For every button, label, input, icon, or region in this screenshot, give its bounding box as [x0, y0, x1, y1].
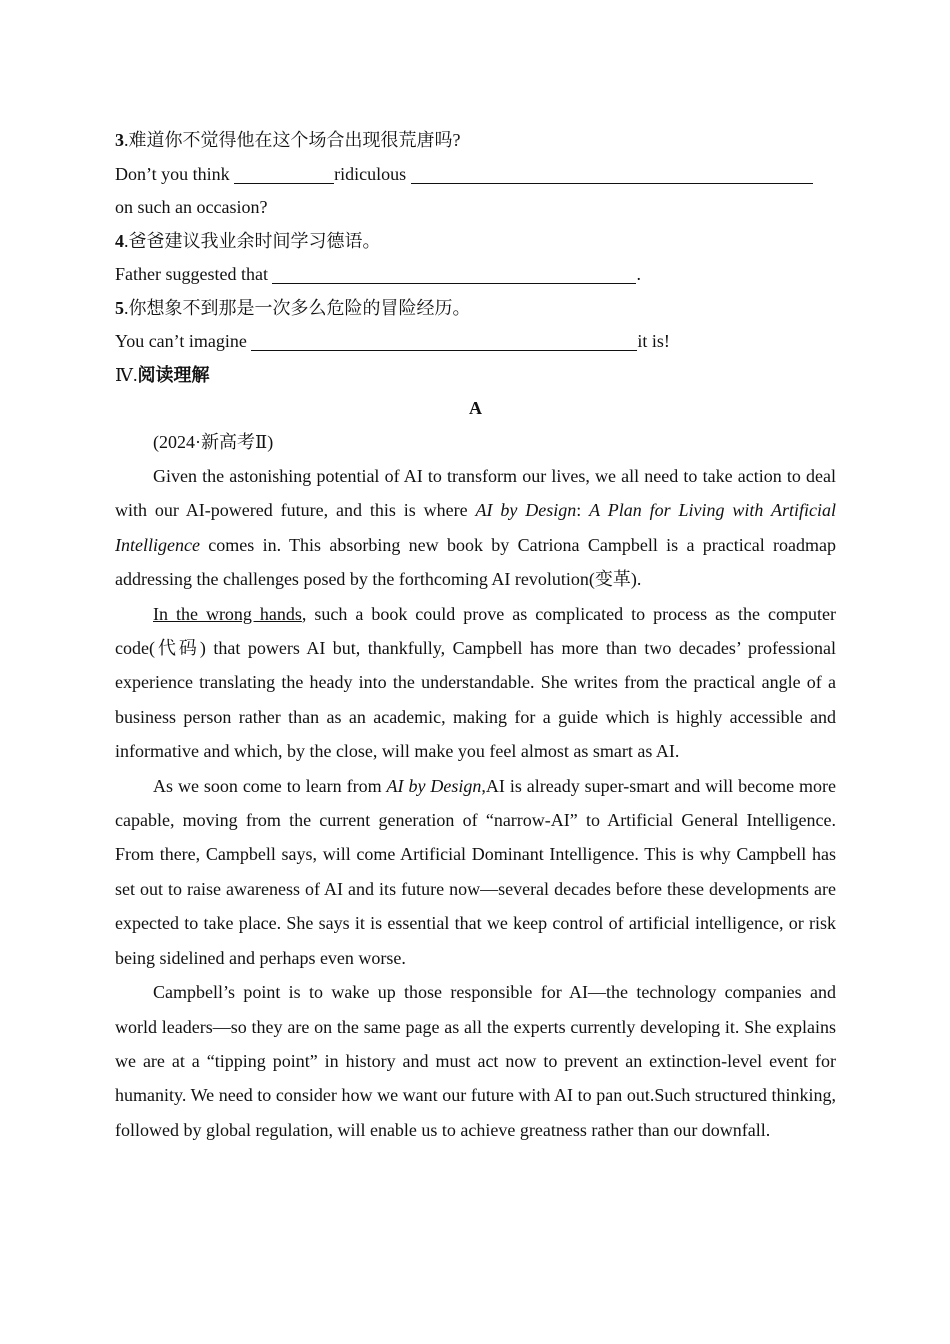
- question-3-english: [115, 158, 836, 192]
- paragraph-2: In the wrong hands, such a book could prove as complicated to process as the computer code(代码) that powers AI but, thankfully, Campbell has more than two decades’ professional experience translating the heady into the understandable. She writes from the practical angle of a business person rather than as an academic, making for a guide which is highly accessible and informative and which, by the close, will make you feel almost as smart as AI.: [115, 603, 836, 762]
- answer-suffix: it is!: [637, 331, 670, 351]
- book-title: AI by Design: [386, 775, 482, 796]
- answer-suffix: .: [636, 264, 641, 284]
- question-number: 4: [115, 230, 124, 251]
- question-text: .爸爸建议我业余时间学习德语。: [124, 230, 381, 251]
- section-heading: [115, 359, 836, 393]
- paragraph-3: As we soon come to learn from AI by Design,AI is already super-smart and will become more capable, moving from the current generation of “narrow-AI” to Artificial General Intelligence. From there, Campbell says, will come Artificial Dominant Intelligence. This is why Campbell has set out to raise awareness of AI and its future now—several decades before these developments are expected to take place. She says it is essential that we keep control of artificial intelligence, or risk being sidelined and perhaps even worse.: [115, 775, 836, 968]
- passage-source: (2024·新高考Ⅱ): [153, 431, 274, 452]
- book-title: AI by Design: [475, 500, 577, 521]
- question-5-english: [115, 325, 836, 359]
- passage-label: A: [469, 398, 482, 418]
- underlined-phrase: In the wrong hands: [153, 603, 302, 624]
- answer-prefix: Don’t you think: [115, 163, 235, 184]
- section-title: 阅读理解: [137, 364, 210, 385]
- answer-prefix: Father suggested that: [115, 264, 273, 284]
- question-number: 3: [115, 130, 124, 150]
- answer-blank[interactable]: [411, 163, 813, 184]
- answer-middle: ridiculous: [334, 163, 411, 184]
- question-5-chinese: [115, 292, 836, 326]
- question-4-english: [115, 258, 836, 292]
- question-number: 5: [115, 297, 124, 318]
- answer-suffix: on such an occasion?: [115, 197, 268, 217]
- section-number: Ⅳ.: [115, 364, 138, 385]
- answer-blank[interactable]: [272, 263, 636, 284]
- paragraph-1: Given the astonishing potential of AI to transform our lives, we all need to take action to deal with our AI-powered future, and this is where AI by Design: A Plan for Living with Artificial Intelligence comes in. This absorbing new book by Catriona Campbell is a practical roadmap addressing the challenges posed by the forthcoming AI revolution(变革).: [115, 466, 836, 590]
- question-3-chinese: [115, 124, 836, 158]
- question-4-chinese: [115, 225, 836, 259]
- question-text: .你想象不到那是一次多么危险的冒险经历。: [124, 297, 471, 318]
- book-subtitle: A Plan for Living with Artificial Intelligence: [115, 500, 836, 555]
- question-text: .难道你不觉得他在这个场合出现很荒唐吗?: [124, 130, 461, 150]
- question-3-english-cont: [115, 191, 836, 225]
- answer-prefix: You can’t imagine: [115, 331, 252, 351]
- answer-blank[interactable]: [251, 330, 637, 351]
- paragraph-4: Campbell’s point is to wake up those responsible for AI—the technology companies and world leaders—so they are on the same page as all the experts currently developing it. She explains we are at a “tipping point” in history and must act now to prevent an extinction-level event for humanity. We need to consider how we want our future with AI to pan out.Such structured thinking, followed by global regulation, will enable us to achieve greatness rather than our downfall.: [115, 982, 836, 1140]
- answer-blank[interactable]: [234, 163, 334, 184]
